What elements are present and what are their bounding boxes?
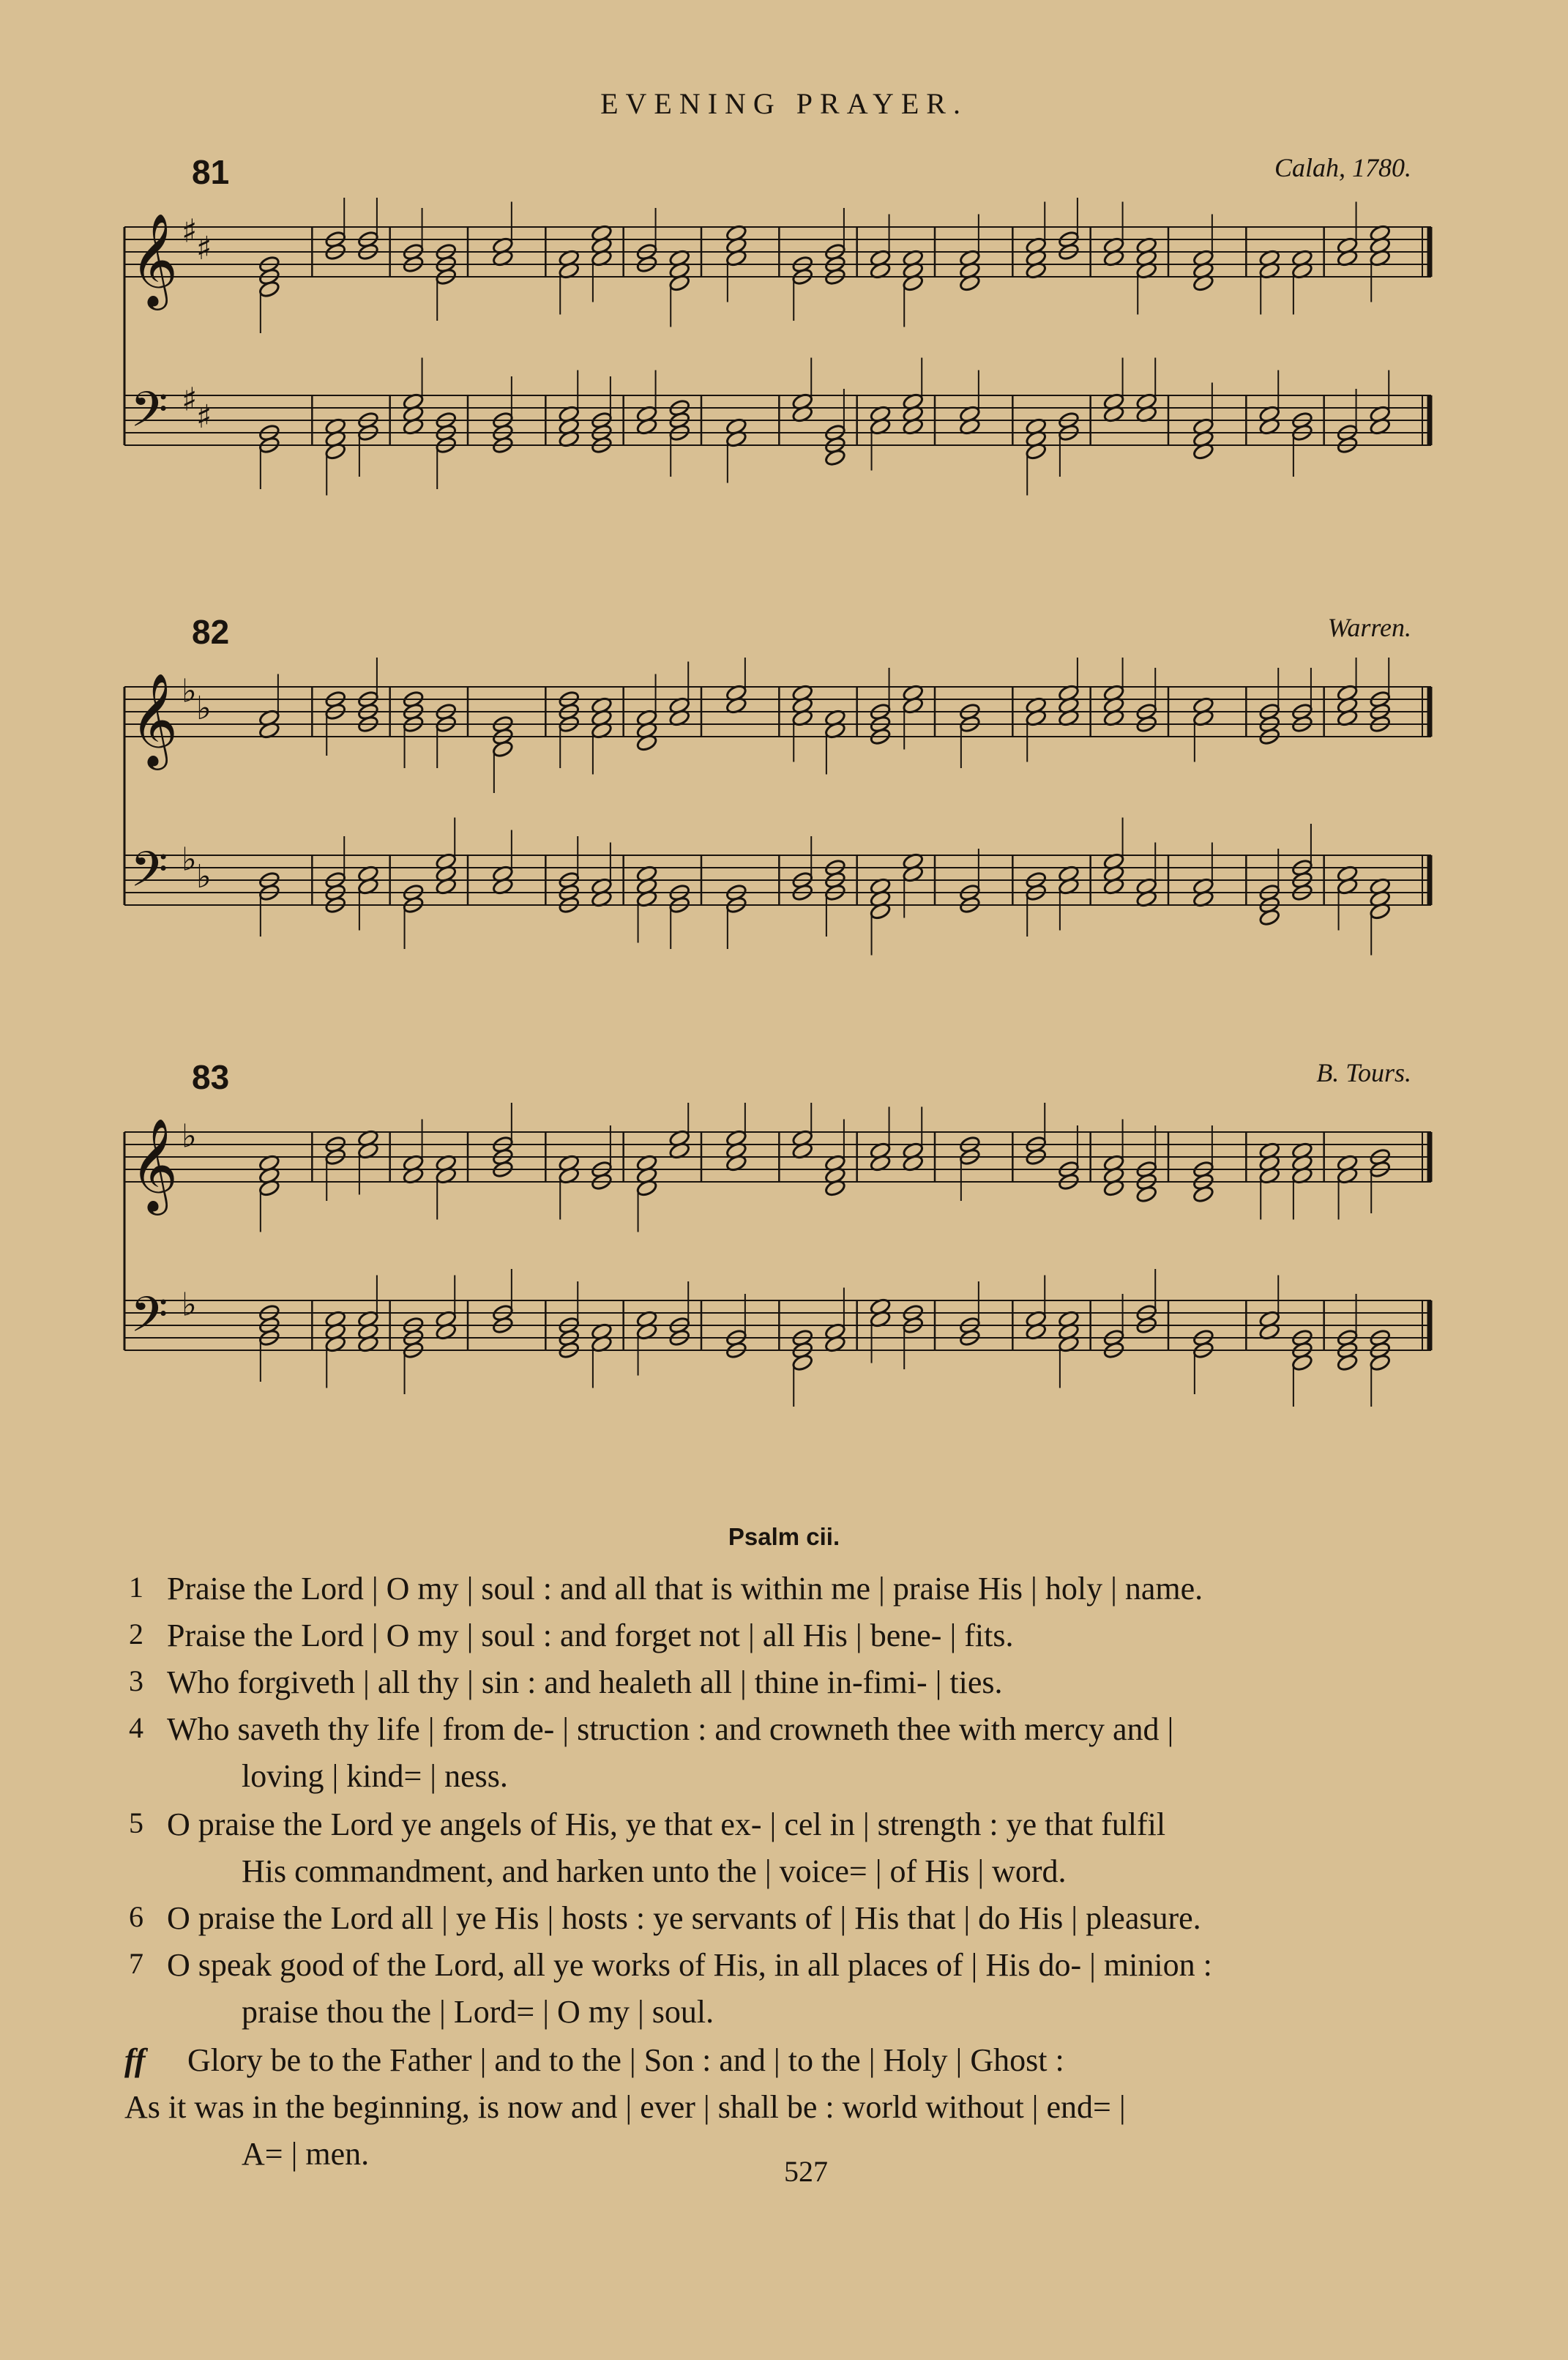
verse-number: 7 [129, 1947, 143, 1980]
verse-number: 1 [129, 1571, 143, 1604]
verse-text: Praise the Lord | O my | soul : and all that is within me | praise His | holy | name. [167, 1571, 1203, 1607]
verse-text: O praise the Lord all | ye His | hosts : ye servants of | His that | do His | pleasure. [167, 1900, 1201, 1936]
page-header: EVENING PRAYER. [600, 87, 968, 120]
verse-text: Who saveth thy life | from de- | struction : and crowneth thee with mercy and | [167, 1711, 1174, 1747]
fortissimo-mark: ff [124, 2042, 146, 2078]
bass-clef-icon: 𝄢 [130, 841, 168, 909]
bass-clef-icon: 𝄢 [130, 1287, 168, 1355]
psalm-title: Psalm cii. [728, 1523, 840, 1550]
verse-number: 3 [129, 1664, 143, 1697]
treble-clef-icon: 𝄞 [130, 1117, 179, 1211]
music-score [110, 1103, 1457, 1484]
hymn-81 [0, 146, 1568, 586]
verse-text: O praise the Lord ye angels of His, ye that ex- | cel in | strength : ye that fulfil [167, 1806, 1166, 1842]
flat-icon: ♭ [196, 858, 212, 896]
verse-text: Praise the Lord | O my | soul : and forget not | all His | bene- | fits. [167, 1618, 1014, 1653]
music-score [110, 658, 1457, 1038]
flat-icon: ♭ [182, 841, 197, 879]
gloria-text: As it was in the beginning, is now and | ever | shall be : world without | end= | [124, 2089, 1126, 2125]
verse-number: 5 [129, 1806, 143, 1839]
flat-icon: ♭ [196, 690, 212, 728]
music-score [110, 198, 1457, 578]
verse-number: 2 [129, 1618, 143, 1650]
hymn-composer: B. Tours. [1316, 1058, 1411, 1087]
verse-number: 6 [129, 1900, 143, 1933]
hymn-82 [0, 606, 1568, 1046]
flat-icon: ♭ [182, 1286, 197, 1324]
sharp-icon: ♯ [182, 212, 198, 250]
hymn-number: 83 [192, 1058, 230, 1096]
hymn-composer: Warren. [1327, 613, 1411, 642]
treble-clef-icon: 𝄞 [130, 672, 179, 766]
hymn-composer: Calah, 1780. [1274, 153, 1411, 182]
flat-icon: ♭ [182, 1117, 197, 1155]
bass-clef-icon: 𝄢 [130, 381, 168, 450]
gloria-text: Glory be to the Father | and to the | Son : and | to the | Holy | Ghost : [187, 2042, 1064, 2078]
treble-clef-icon: 𝄞 [130, 212, 179, 306]
page-number: 527 [784, 2155, 828, 2188]
gloria-text: A= | men. [242, 2136, 370, 2172]
sharp-icon: ♯ [196, 398, 212, 436]
hymn-number: 82 [192, 613, 230, 651]
verse-number: 4 [129, 1711, 143, 1744]
sharp-icon: ♯ [196, 230, 212, 268]
verse-text: praise thou the | Lord= | O my | soul. [242, 1994, 714, 2030]
sharp-icon: ♯ [182, 381, 198, 419]
verse-text: loving | kind= | ness. [242, 1758, 508, 1794]
hymn-83 [0, 1051, 1568, 1491]
verse-text: O speak good of the Lord, all ye works of His, in all places of | His do- | minion : [167, 1947, 1212, 1983]
flat-icon: ♭ [182, 672, 197, 710]
hymn-number: 81 [192, 153, 230, 191]
verse-text: Who forgiveth | all thy | sin : and healeth all | thine in-fimi- | ties. [167, 1664, 1003, 1700]
verse-text: His commandment, and harken unto the | voice= | of His | word. [242, 1853, 1067, 1889]
